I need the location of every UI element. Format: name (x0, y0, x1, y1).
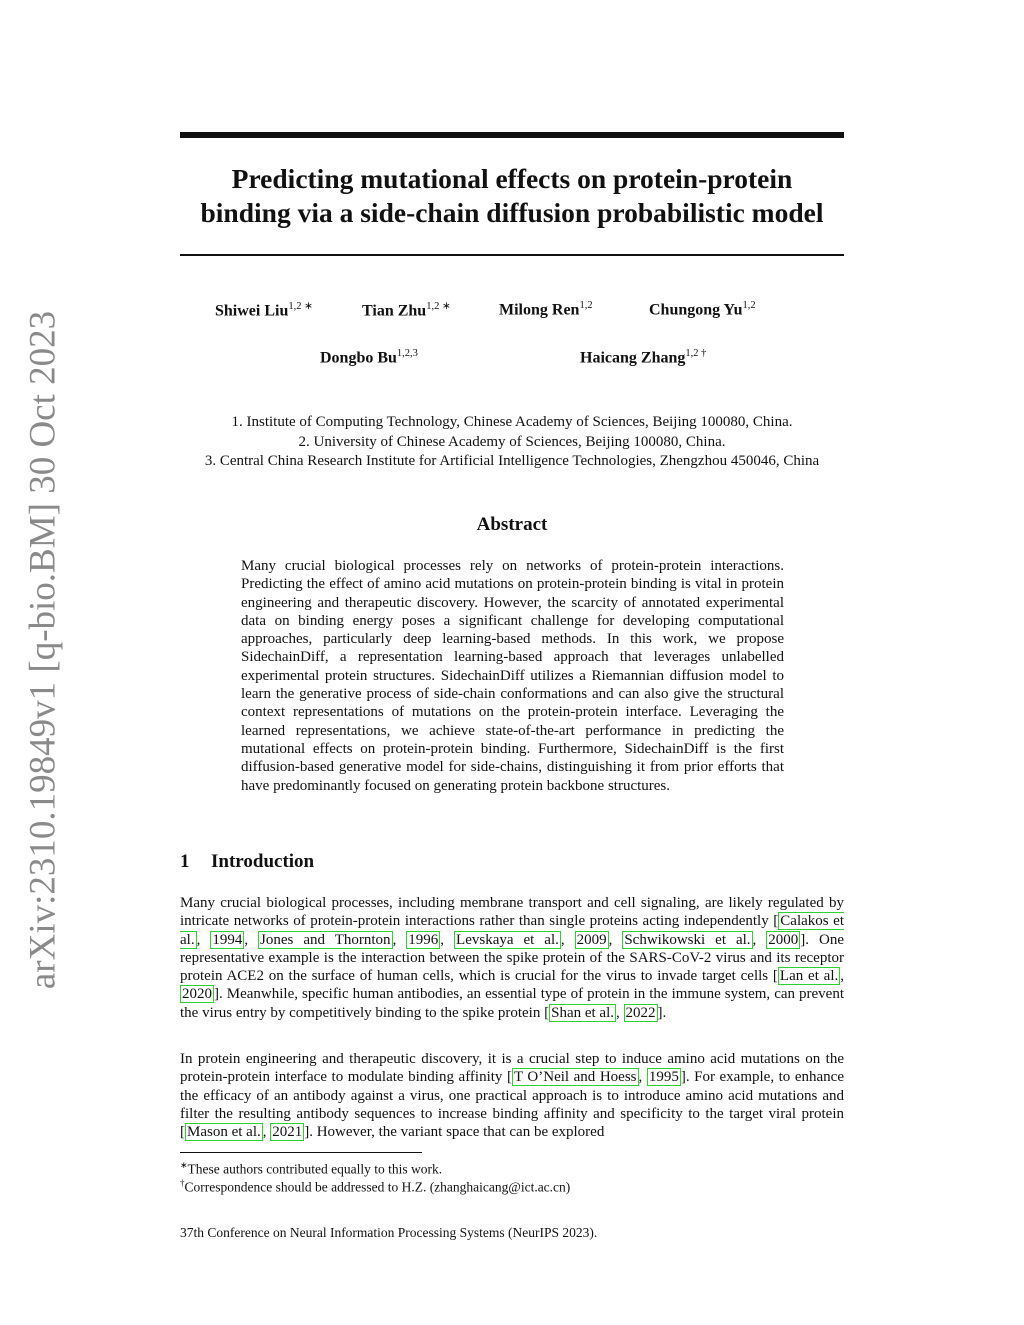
author-name: Shiwei Liu (215, 302, 289, 320)
affiliation-2: 2. University of Chinese Academy of Sciences, Beijing 100080, China. (298, 433, 726, 450)
section-number: 1 (180, 851, 190, 872)
title-line-2: binding via a side-chain diffusion probabilistic model (200, 197, 824, 228)
text-run: , (752, 931, 767, 948)
citation-link[interactable]: Schwikowski et al. (624, 931, 751, 948)
footnote-mark: ∗ (180, 1160, 188, 1170)
text-run: Many crucial biological processes, including membrane transport and cell signaling, are likely regulated by intricate networks of protein-protein interactions rather than single proteins acting independently [ (180, 895, 844, 930)
author-shiwei-liu (215, 300, 313, 320)
text-run: , (392, 931, 407, 948)
author-mark: ∗ (441, 301, 451, 312)
text-run: , (196, 931, 211, 948)
text-run: ]. One representative example is the interaction between the spike protein of the SARS-CoV-2 virus and its receptor protein ACE2 on the surface of human cells, which is crucial for the virus to invade target cells [ (180, 931, 844, 985)
citation-link[interactable]: 1994 (212, 931, 243, 948)
citation-link[interactable]: 2021 (272, 1124, 303, 1141)
author-name: Chungong Yu (649, 301, 743, 319)
text-run: , (440, 931, 455, 948)
author-name: Tian Zhu (362, 302, 427, 320)
arxiv-identifier: arXiv:2310.19849v1 [q-bio.BM] 30 Oct 2023 (22, 310, 64, 990)
footnote-text: These authors contributed equally to this work. (187, 1161, 443, 1177)
conference-venue: 37th Conference on Neural Information Processing Systems (NeurIPS 2023). (180, 1225, 598, 1240)
author-affil: 1,2 (685, 348, 699, 359)
text-run: ]. Meanwhile, specific human antibodies, an essential type of protein in the immune system, can prevent the virus entry by competitively binding to the spike protein [ (180, 986, 844, 1021)
citation-link[interactable]: 1996 (408, 931, 439, 948)
affiliations (150, 413, 874, 472)
text-run: ]. For example, to enhance the efficacy of an antibody against a virus, one practical approach is to introduce amino acid mutations and filter the resulting antibody sequences to increase binding affinity and specificity to the target viral protein [ (180, 1069, 844, 1141)
author-dongbo-bu (320, 348, 418, 367)
author-milong-ren (499, 300, 593, 319)
text-run: , (840, 968, 844, 985)
citation-link[interactable]: Shan et al. (551, 1004, 615, 1021)
author-tian-zhu (362, 300, 451, 320)
section-title: Introduction (211, 851, 315, 872)
text-run: , (560, 931, 575, 948)
affiliation-3: 3. Central China Research Institute for Artificial Intelligence Technologies, Zhengzhou 450046, China (204, 453, 820, 469)
intro-paragraph-1 (180, 894, 844, 1022)
author-affil: 1,2,3 (396, 348, 418, 359)
affiliation-1: 1. Institute of Computing Technology, Chinese Academy of Sciences, Beijing 100080, China. (231, 414, 793, 430)
author-affil: 1,2 (579, 300, 593, 311)
citation-link[interactable]: Calakos et al. (180, 913, 844, 948)
footnote-rule (180, 1152, 422, 1153)
text-run: , (244, 931, 259, 948)
citation-link[interactable]: 2022 (625, 1004, 656, 1021)
text-run: , (616, 1004, 624, 1021)
author-mark: † (701, 348, 707, 359)
footnote-mark: † (180, 1178, 185, 1188)
paper-title (180, 162, 844, 230)
author-affil: 1,2 (288, 301, 302, 312)
footnote-text: Correspondence should be addressed to H.Z. (zhanghaicang@ict.ac.cn) (184, 1179, 571, 1195)
author-mark: ∗ (304, 301, 313, 312)
citation-link[interactable]: Jones and Thornton (260, 931, 391, 948)
text-run: In protein engineering and therapeutic discovery, it is a crucial step to induce amino acid mutations on the protein-protein interface to modulate binding affinity [ (180, 1051, 844, 1086)
section-heading-introduction (180, 851, 314, 873)
text-run: , (638, 1069, 647, 1086)
text-run: ]. (657, 1004, 667, 1021)
title-bottom-rule (180, 254, 844, 256)
citation-link[interactable]: Lan et al. (779, 968, 839, 985)
abstract-heading: Abstract (476, 514, 548, 535)
author-affil: 1,2 (742, 300, 756, 311)
text-run: ]. However, the variant space that can be explored (304, 1124, 605, 1141)
author-name: Milong Ren (499, 301, 580, 319)
citation-link[interactable]: 2020 (182, 986, 212, 1003)
author-name: Haicang Zhang (580, 349, 686, 367)
abstract-text: Many crucial biological processes rely on networks of protein-protein interactions. Predicting the effect of amino acid mutations on protein-protein binding is vital in protein engineering and therapeutic discovery. However, the scarcity of annotated experimental data on binding energy poses a significant challenge for developing computational approaches, particularly deep learning-based methods. In this work, we propose SidechainDiff, a representation learning-based approach that leverages unlabelled experimental protein structures. SidechainDiff utilizes a Riemannian diffusion model to learn the generative process of side-chain conformations and can also give the structural context representations of mutations on the protein-protein interface. Leveraging the learned representations, we achieve state-of-the-art performance in predicting the mutational effects on protein-protein binding. Furthermore, SidechainDiff is the first diffusion-based generative model for side-chains, distinguishing it from prior efforts that have predominantly focused on generating protein backbone structures. (241, 558, 784, 794)
citation-link[interactable]: Mason et al. (187, 1124, 261, 1141)
citation-link[interactable]: 2000 (768, 931, 799, 948)
citation-link[interactable]: 1995 (648, 1069, 679, 1086)
author-haicang-zhang (580, 348, 706, 367)
author-chungong-yu (649, 300, 756, 319)
author-affil: 1,2 (426, 301, 440, 312)
citation-link[interactable]: Levskaya et al. (456, 931, 559, 948)
intro-paragraph-2 (180, 1050, 844, 1141)
author-name: Dongbo Bu (320, 349, 397, 367)
title-line-1: Predicting mutational effects on protein-protein (231, 163, 793, 194)
text-run: , (608, 931, 623, 948)
citation-link[interactable]: 2009 (576, 931, 607, 948)
title-top-rule (180, 132, 844, 138)
footnote-correspondence (180, 1175, 570, 1196)
text-run: , (262, 1124, 271, 1141)
citation-link[interactable]: T O’Neil and Hoess (513, 1069, 637, 1086)
